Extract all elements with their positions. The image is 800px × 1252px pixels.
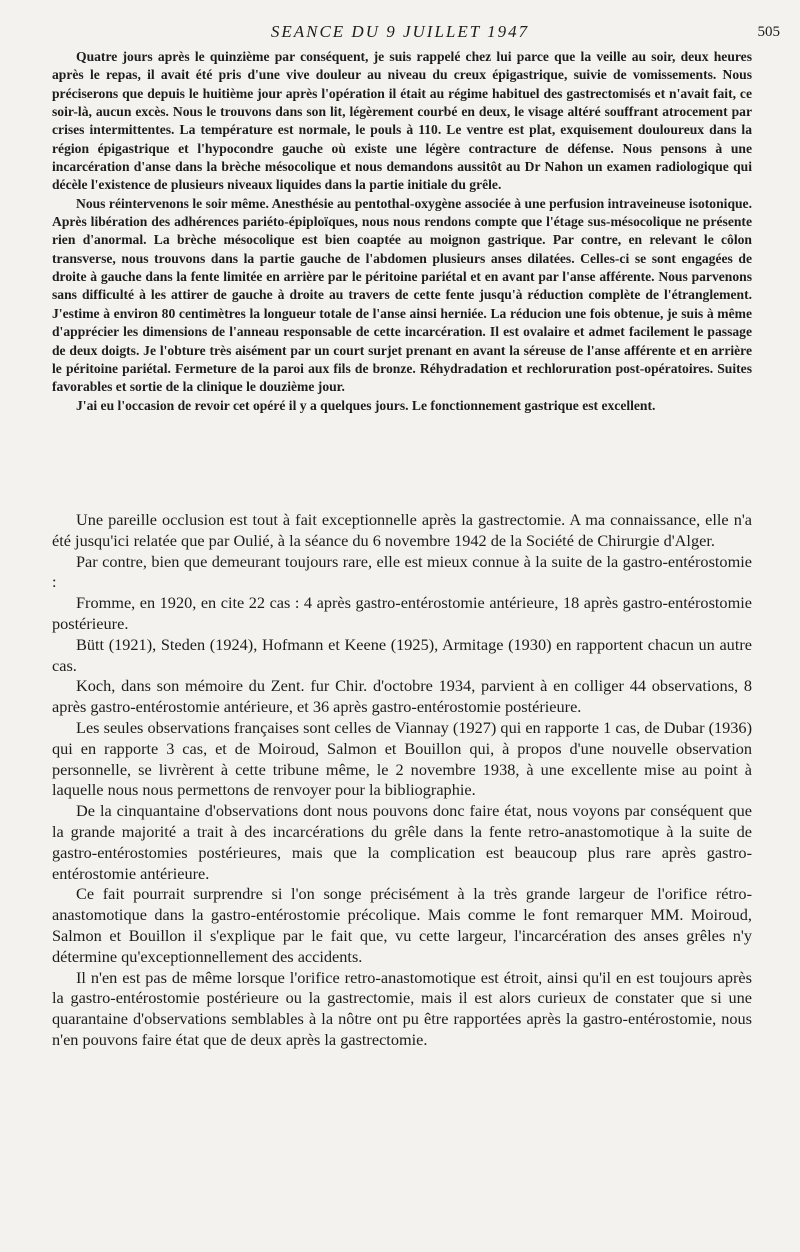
page-header [0,0,800,48]
running-title: SEANCE DU 9 JUILLET 1947 [270,22,530,41]
discussion-paragraph: Les seules observations françaises sont celles de Viannay (1927) qui en rapporte 1 cas, de Dubar (1936) qui en rapporte 3 cas, et de Moiroud, Salmon et Bouillon qui, à propos d'une nouvelle observation personnelle, se livrèrent à cette tribune même, le 2 novembre 1938, à une excellente mise au point à laquelle nous nous permettons de renvoyer pour la bibliographie. [52,717,752,800]
case-report [52,48,752,415]
discussion-paragraph: Une pareille occlusion est tout à fait exceptionnelle après la gastrectomie. A ma connaissance, elle n'a été jusqu'ici relatée que par Oulié, à la séance du 6 novembre 1942 de la Société de Chirurgie d'Alger. [52,510,752,550]
discussion-paragraph: Ce fait pourrait surprendre si l'on songe précisément à la très grande largeur de l'orifice rétro-anastomotique dans la gastro-entérostomie précolique. Mais comme le font remarquer MM. Moiroud, Salmon et Bouillon il s'explique par le fait que, vu cette largeur, l'incarcération des anses grêles n'y détermine qu'exceptionnellement des accidents. [52,884,752,966]
discussion-paragraph: De la cinquantaine d'observations dont nous pouvons donc faire état, nous voyons par conséquent que la grande majorité a trait à des incarcérations du grêle dans la fente retro-anastomotique à la suite de gastro-entérostomies postérieures, mais que la complication est beaucoup plus rare après gastro-entérostomie antérieure. [52,801,752,883]
discussion-paragraph: Il n'en est pas de même lorsque l'orifice retro-anastomotique est étroit, ainsi qu'il en est toujours après la gastro-entérostomie postérieure ou la gastrectomie, mais il est alors curieux de constater que si une quarantaine d'observations semblables à la nôtre ont pu être rapportées après la gastro-entérostomie, nous n'en pouvons faire état que de deux après la gastrectomie. [52,967,752,1049]
discussion-paragraph: Par contre, bien que demeurant toujours rare, elle est mieux connue à la suite de la gastro-entérostomie : [52,551,752,592]
case-paragraph: Quatre jours après le quinzième par conséquent, je suis rappelé chez lui parce que la veille au soir, deux heures après le repas, il avait été pris d'une vive douleur au niveau du creux épigastrique, suivie de vomissements. Nous préciserons que depuis le huitième jour après l'opération il était au régime habituel des gastrectomisés et n'avait fait, ce soir-là, aucun excès. Nous le trouvons dans son lit, légèrement courbé en deux, le visage altéré souffrant atrocement par crises intermittentes. La température est normale, le pouls à 110. Le ventre est plat, exquisement douloureux dans la région épigastrique et l'hypocondre gauche où existe une légère contracture de défense. Nous pensons à une incarcération d'anse dans la brèche mésocolique et nous demandons aussitôt au Dr Nahon un examen radiologique qui décèle l'existence de plusieurs niveaux liquides dans la partie initiale du grêle. [52,49,752,193]
discussion-paragraph: Fromme, en 1920, en cite 22 cas : 4 après gastro-entérostomie antérieure, 18 après gastro-entérostomie postérieure. [52,593,752,633]
discussion [52,510,752,1051]
case-paragraph: Nous réintervenons le soir même. Anesthésie au pentothal-oxygène associée à une perfusion intraveineuse isotonique. Après libération des adhérences pariéto-épiploïques, nous nous rendons compte que l'étage sus-mésocolique ne présente rien d'anormal. La brèche mésocolique est bien coaptée au moignon gastrique. Par contre, en relevant le côlon transverse, nous trouvons dans la partie gauche de l'abdomen plusieurs anses dilatées. Celles-ci se sont engagées de droite à gauche dans la fente limitée en arrière par le péritoine pariétal et en avant par l'anse afférente. Nous parvenons sans difficulté à les attirer de gauche à droite au travers de cette fente jusqu'à réduction complète de l'étranglement. J'estime à environ 80 centimètres la longueur totale de l'anse ainsi herniée. La réducion une fois obtenue, je suis à même d'apprécier les dimensions de l'anneau responsable de cette incarcération. Il est ovalaire et admet facilement le passage de deux doigts. Je l'obture très aisément par un court surjet prenant en avant la séreuse de l'anse afférente et en arrière le péritoine pariétal. Fermeture de la paroi aux fils de bronze. Réhydradation et rechloruration post-opératoires. Suites favorables et sortie de la clinique le douzième jour. [52,195,752,395]
discussion-paragraph: Koch, dans son mémoire du Zent. fur Chir. d'octobre 1934, parvient à en colliger 44 observations, 8 après gastro-entérostomie antérieure, et 36 après gastro-entérostomie postérieure. [52,676,752,717]
discussion-paragraph: Bütt (1921), Steden (1924), Hofmann et Keene (1925), Armitage (1930) en rapportent chacun un autre cas. [52,634,752,675]
page-number: 505 [757,24,780,40]
case-paragraph: J'ai eu l'occasion de revoir cet opéré il y a quelques jours. Le fonctionnement gastrique est excellent. [76,397,656,413]
